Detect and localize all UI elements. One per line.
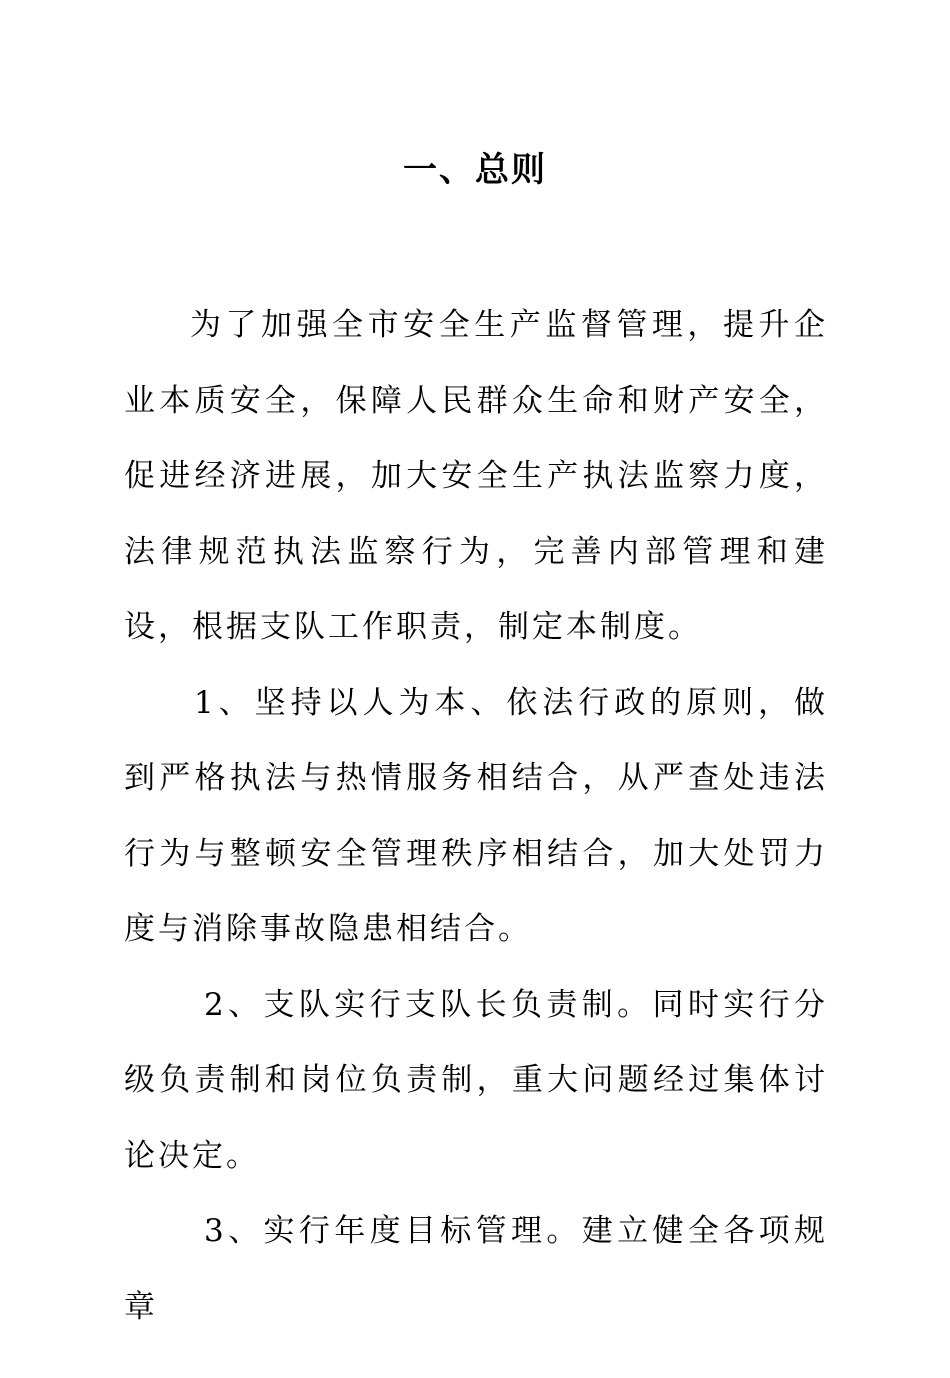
paragraph-item-1: 1、坚持以人为本、依法行政的原则，做到严格执法与热情服务相结合，从严查处违法行为与整顿安全管理秩序相结合，加大处罚力度与消除事故隐患相结合。 [124,684,828,947]
paragraph-item-3: 3、实行年度目标管理。建立健全各项规章 [124,1213,828,1325]
intro-paragraph: 为了加强全市安全生产监督管理，提升企业本质安全，保障人民群众生命和财产安全，促进经济进展，加大安全生产执法监察力度，法律规范执法监察行为，完善内部管理和建设，根据支队工作职责，制定本制度。 [124,307,828,645]
document-body [124,288,828,1345]
section-title: 一、总则 [403,150,547,190]
paragraph-item-2: 2、支队实行支队长负责制。同时实行分级负责制和岗位负责制，重大问题经过集体讨论决定。 [124,986,828,1174]
